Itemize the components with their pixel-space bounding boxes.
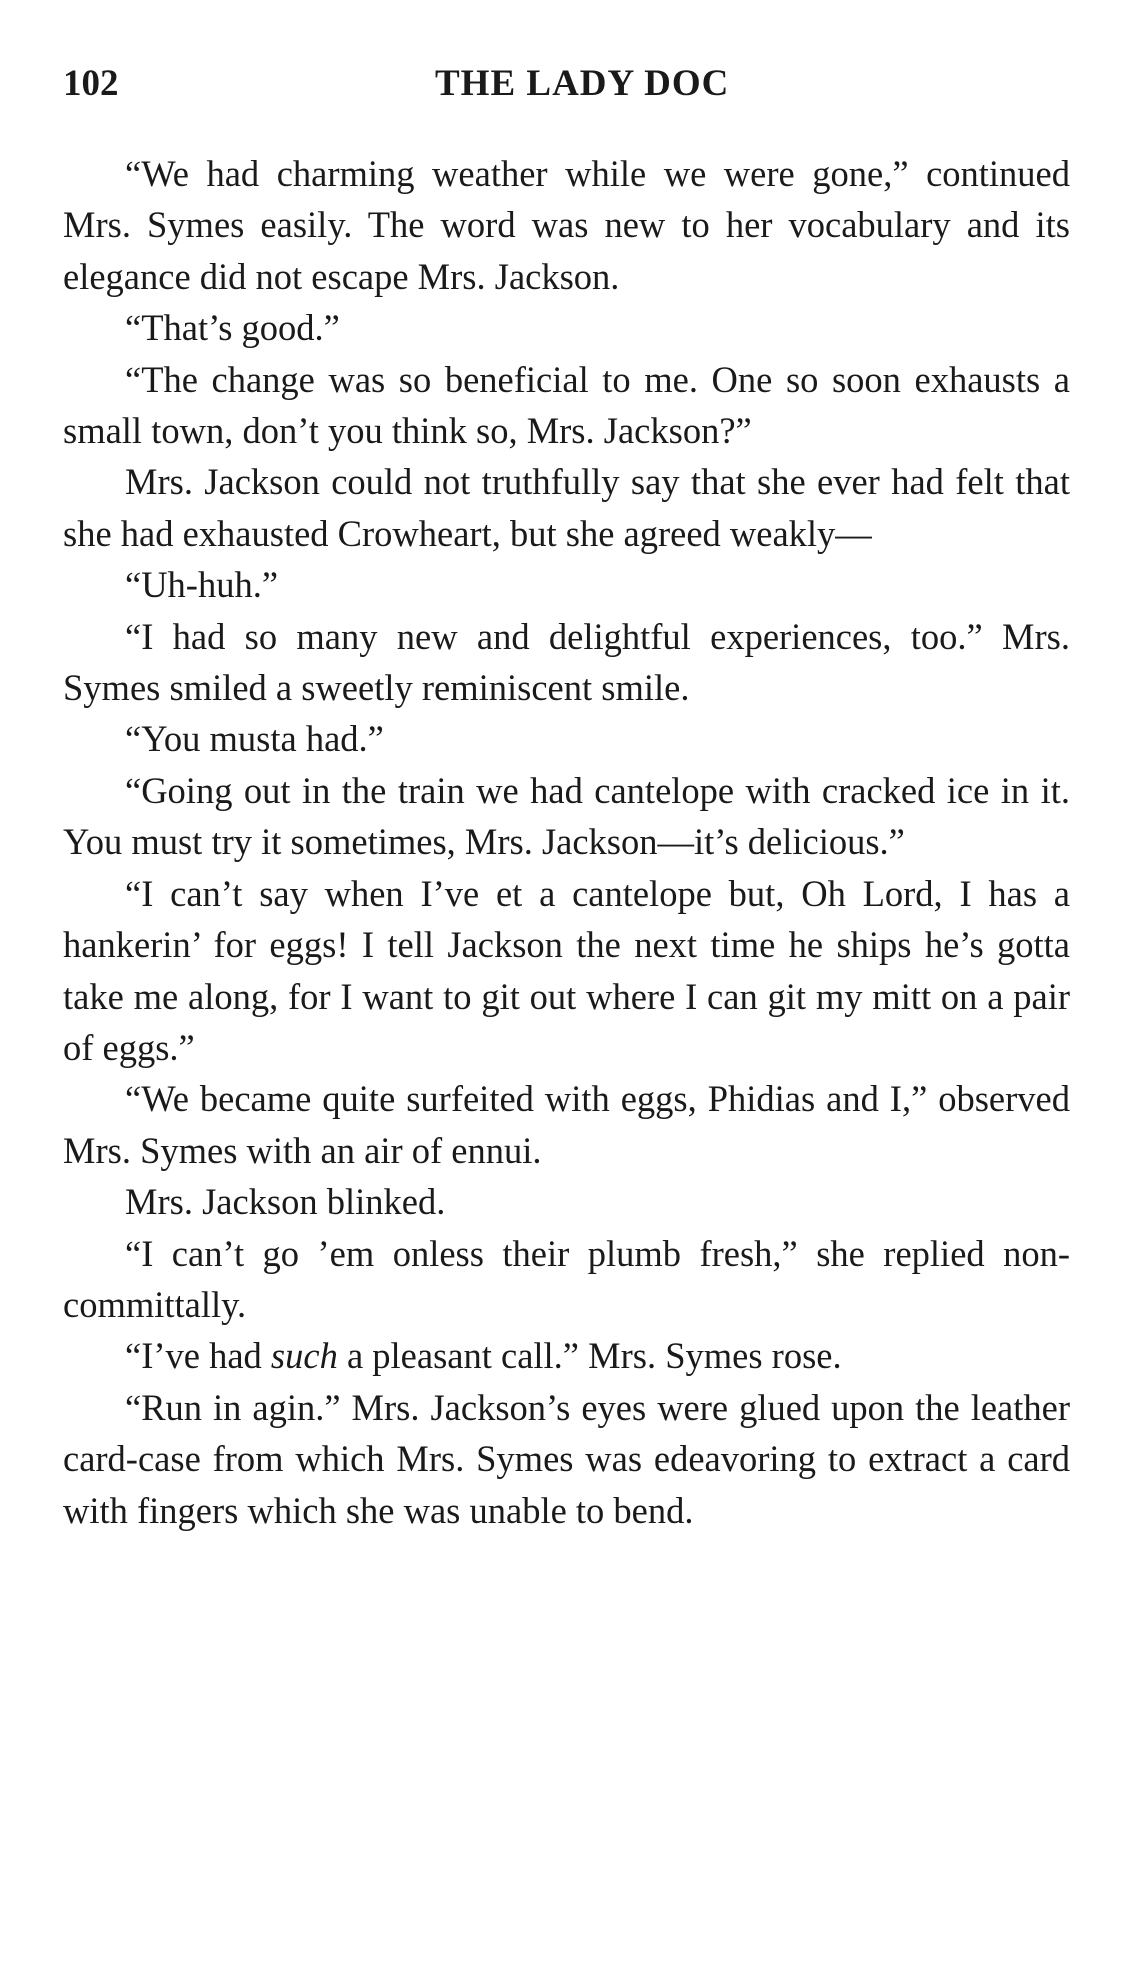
text-run: a pleasant call.” Mrs. Symes rose. — [337, 1335, 842, 1377]
paragraph: “Going out in the train we had cantelope with cracked ice in it. You must try it sometimes, Mrs. Jackson—it’s delicious.” — [63, 769, 1070, 863]
paragraph: “We had charming weather while we were gone,” continued Mrs. Symes easily. The word was new to her vocabulary and its elegance did not escape Mrs. Jackson. — [63, 153, 1070, 297]
paragraph: Mrs. Jackson could not truthfully say that she ever had felt that she had exhausted Crowheart, but she agreed weakly— — [63, 461, 1070, 554]
paragraph: “Run in agin.” Mrs. Jackson’s eyes were glued upon the leather card-case from which Mrs. Symes was edeavoring to extract a card with fingers which she was unable to bend. — [63, 1386, 1070, 1531]
paragraph: “I can’t go ’em onless their plumb fresh,” she replied non-committally. — [63, 1232, 1070, 1325]
page-number: 102 — [63, 63, 119, 104]
paragraph: “You musta had.” — [125, 718, 384, 760]
paragraph: “I can’t say when I’ve et a cantelope but, Oh Lord, I has a hankerin’ for eggs! I tell Jackson the next time he ships he’s gotta take me along, for I want to git out where I can git my mitt on a pair of eggs.” — [63, 872, 1070, 1068]
paragraph: “That’s good.” — [125, 307, 340, 349]
text-run: “I’ve had — [125, 1335, 271, 1377]
book-title: THE LADY DOC — [435, 63, 730, 104]
running-head — [63, 60, 1070, 108]
paragraph: “We became quite surfeited with eggs, Phidias and I,” observed Mrs. Symes with an air of ennui. — [63, 1078, 1070, 1171]
paragraph: Mrs. Jackson blinked. — [125, 1181, 446, 1223]
body-text — [63, 148, 1070, 1536]
paragraph: “Uh-huh.” — [125, 564, 279, 606]
paragraph-with-italic — [63, 1330, 1070, 1381]
paragraph: “The change was so beneficial to me. One so soon exhausts a small town, don’t you think so, Mrs. Jackson?” — [63, 358, 1070, 452]
italic-word: such — [270, 1335, 338, 1377]
paragraph: “I had so many new and delightful experiences, too.” Mrs. Symes smiled a sweetly reminiscent smile. — [63, 615, 1070, 709]
